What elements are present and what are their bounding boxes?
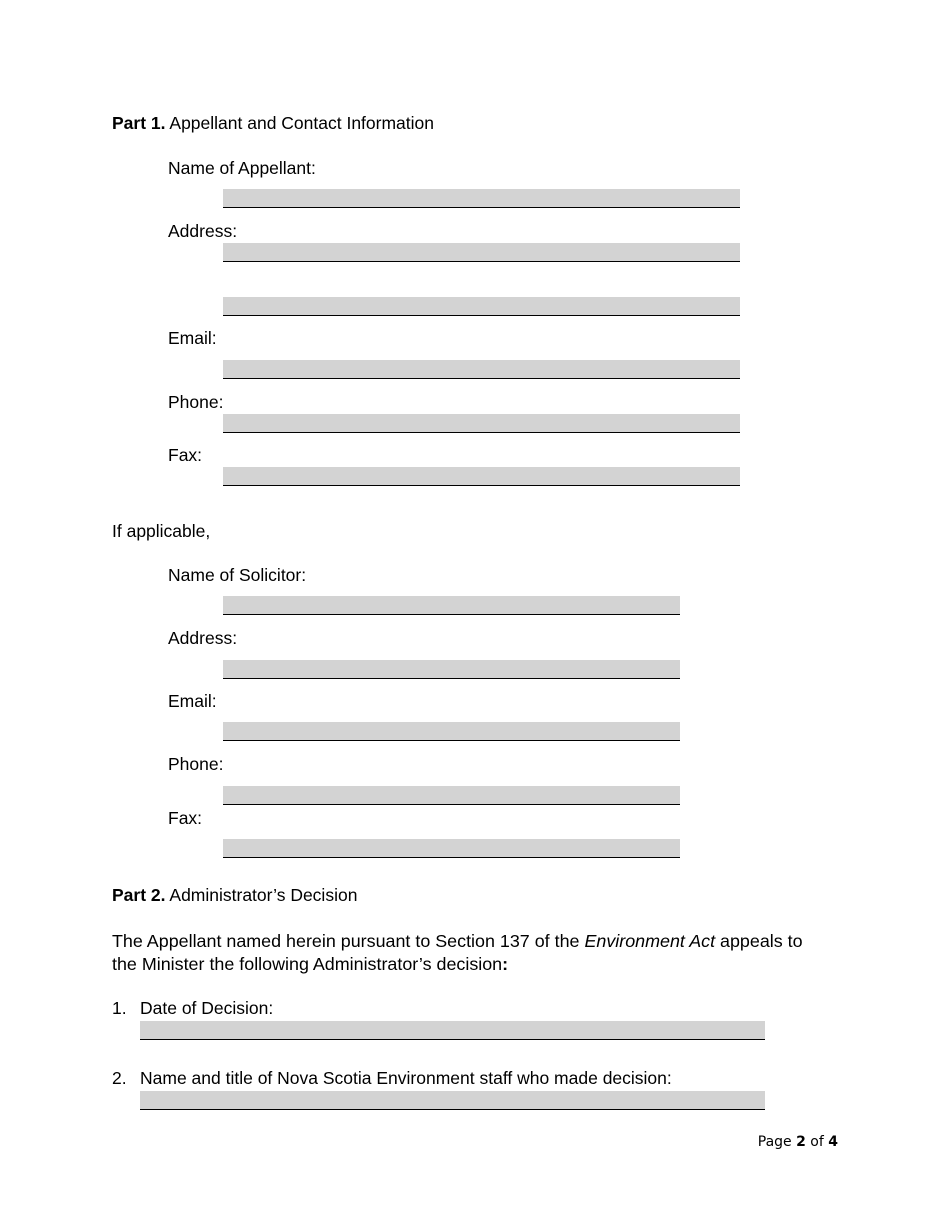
solicitor-name-label: Name of Solicitor: [168, 565, 307, 585]
item2-label: Name and title of Nova Scotia Environment staff who made decision: [140, 1068, 672, 1088]
appellant-name-label: Name of Appellant: [168, 158, 316, 178]
solicitor-fax-label: Fax: [168, 808, 203, 828]
appellant-address-label: Address: [168, 221, 238, 241]
solicitor-address-field[interactable] [223, 660, 680, 679]
intro-text-a: The Appellant named herein pursuant to Section 137 of the [112, 931, 585, 951]
intro-act-name: Environment Act [584, 931, 716, 951]
of-word: of [805, 1134, 829, 1150]
appellant-phone-field[interactable] [223, 414, 740, 433]
appellant-fax-label: Fax: [168, 445, 203, 465]
part1-heading-title: Appellant and Contact Information [165, 113, 435, 133]
appellant-address-field-line2[interactable] [223, 297, 740, 316]
item2-number: 2. [112, 1068, 127, 1088]
page-number [758, 1132, 838, 1152]
part1-heading-number: Part 1. [112, 113, 166, 133]
part2-heading-title: Administrator’s Decision [165, 885, 358, 905]
page-total: 4 [828, 1134, 838, 1150]
part1-heading [112, 113, 434, 133]
intro-colon: : [502, 954, 509, 974]
solicitor-name-field[interactable] [223, 596, 680, 615]
solicitor-fax-field[interactable] [223, 839, 680, 858]
intro-text-c: the Minister the following Administrator’s decision [112, 954, 503, 974]
page-current: 2 [796, 1134, 806, 1150]
item1-number: 1. [112, 998, 127, 1018]
part2-heading [112, 885, 357, 905]
solicitor-address-label: Address: [168, 628, 238, 648]
intro-text-b: appeals to [715, 931, 803, 951]
solicitor-phone-field[interactable] [223, 786, 680, 805]
appellant-phone-label: Phone: [168, 392, 224, 412]
appellant-email-label: Email: [168, 328, 217, 348]
appellant-name-field[interactable] [223, 189, 740, 208]
decision-date-field[interactable] [140, 1021, 765, 1040]
part2-intro-line1 [112, 931, 803, 951]
item1-label: Date of Decision: [140, 998, 274, 1018]
appellant-address-field-line1[interactable] [223, 243, 740, 262]
staff-name-title-field[interactable] [140, 1091, 765, 1110]
solicitor-phone-label: Phone: [168, 754, 224, 774]
if-applicable-text: If applicable, [112, 521, 211, 541]
part2-intro-line2 [112, 954, 508, 974]
appellant-email-field[interactable] [223, 360, 740, 379]
solicitor-email-label: Email: [168, 691, 217, 711]
solicitor-email-field[interactable] [223, 722, 680, 741]
appellant-fax-field[interactable] [223, 467, 740, 486]
part2-heading-number: Part 2. [112, 885, 166, 905]
page-word: Page [757, 1134, 797, 1150]
